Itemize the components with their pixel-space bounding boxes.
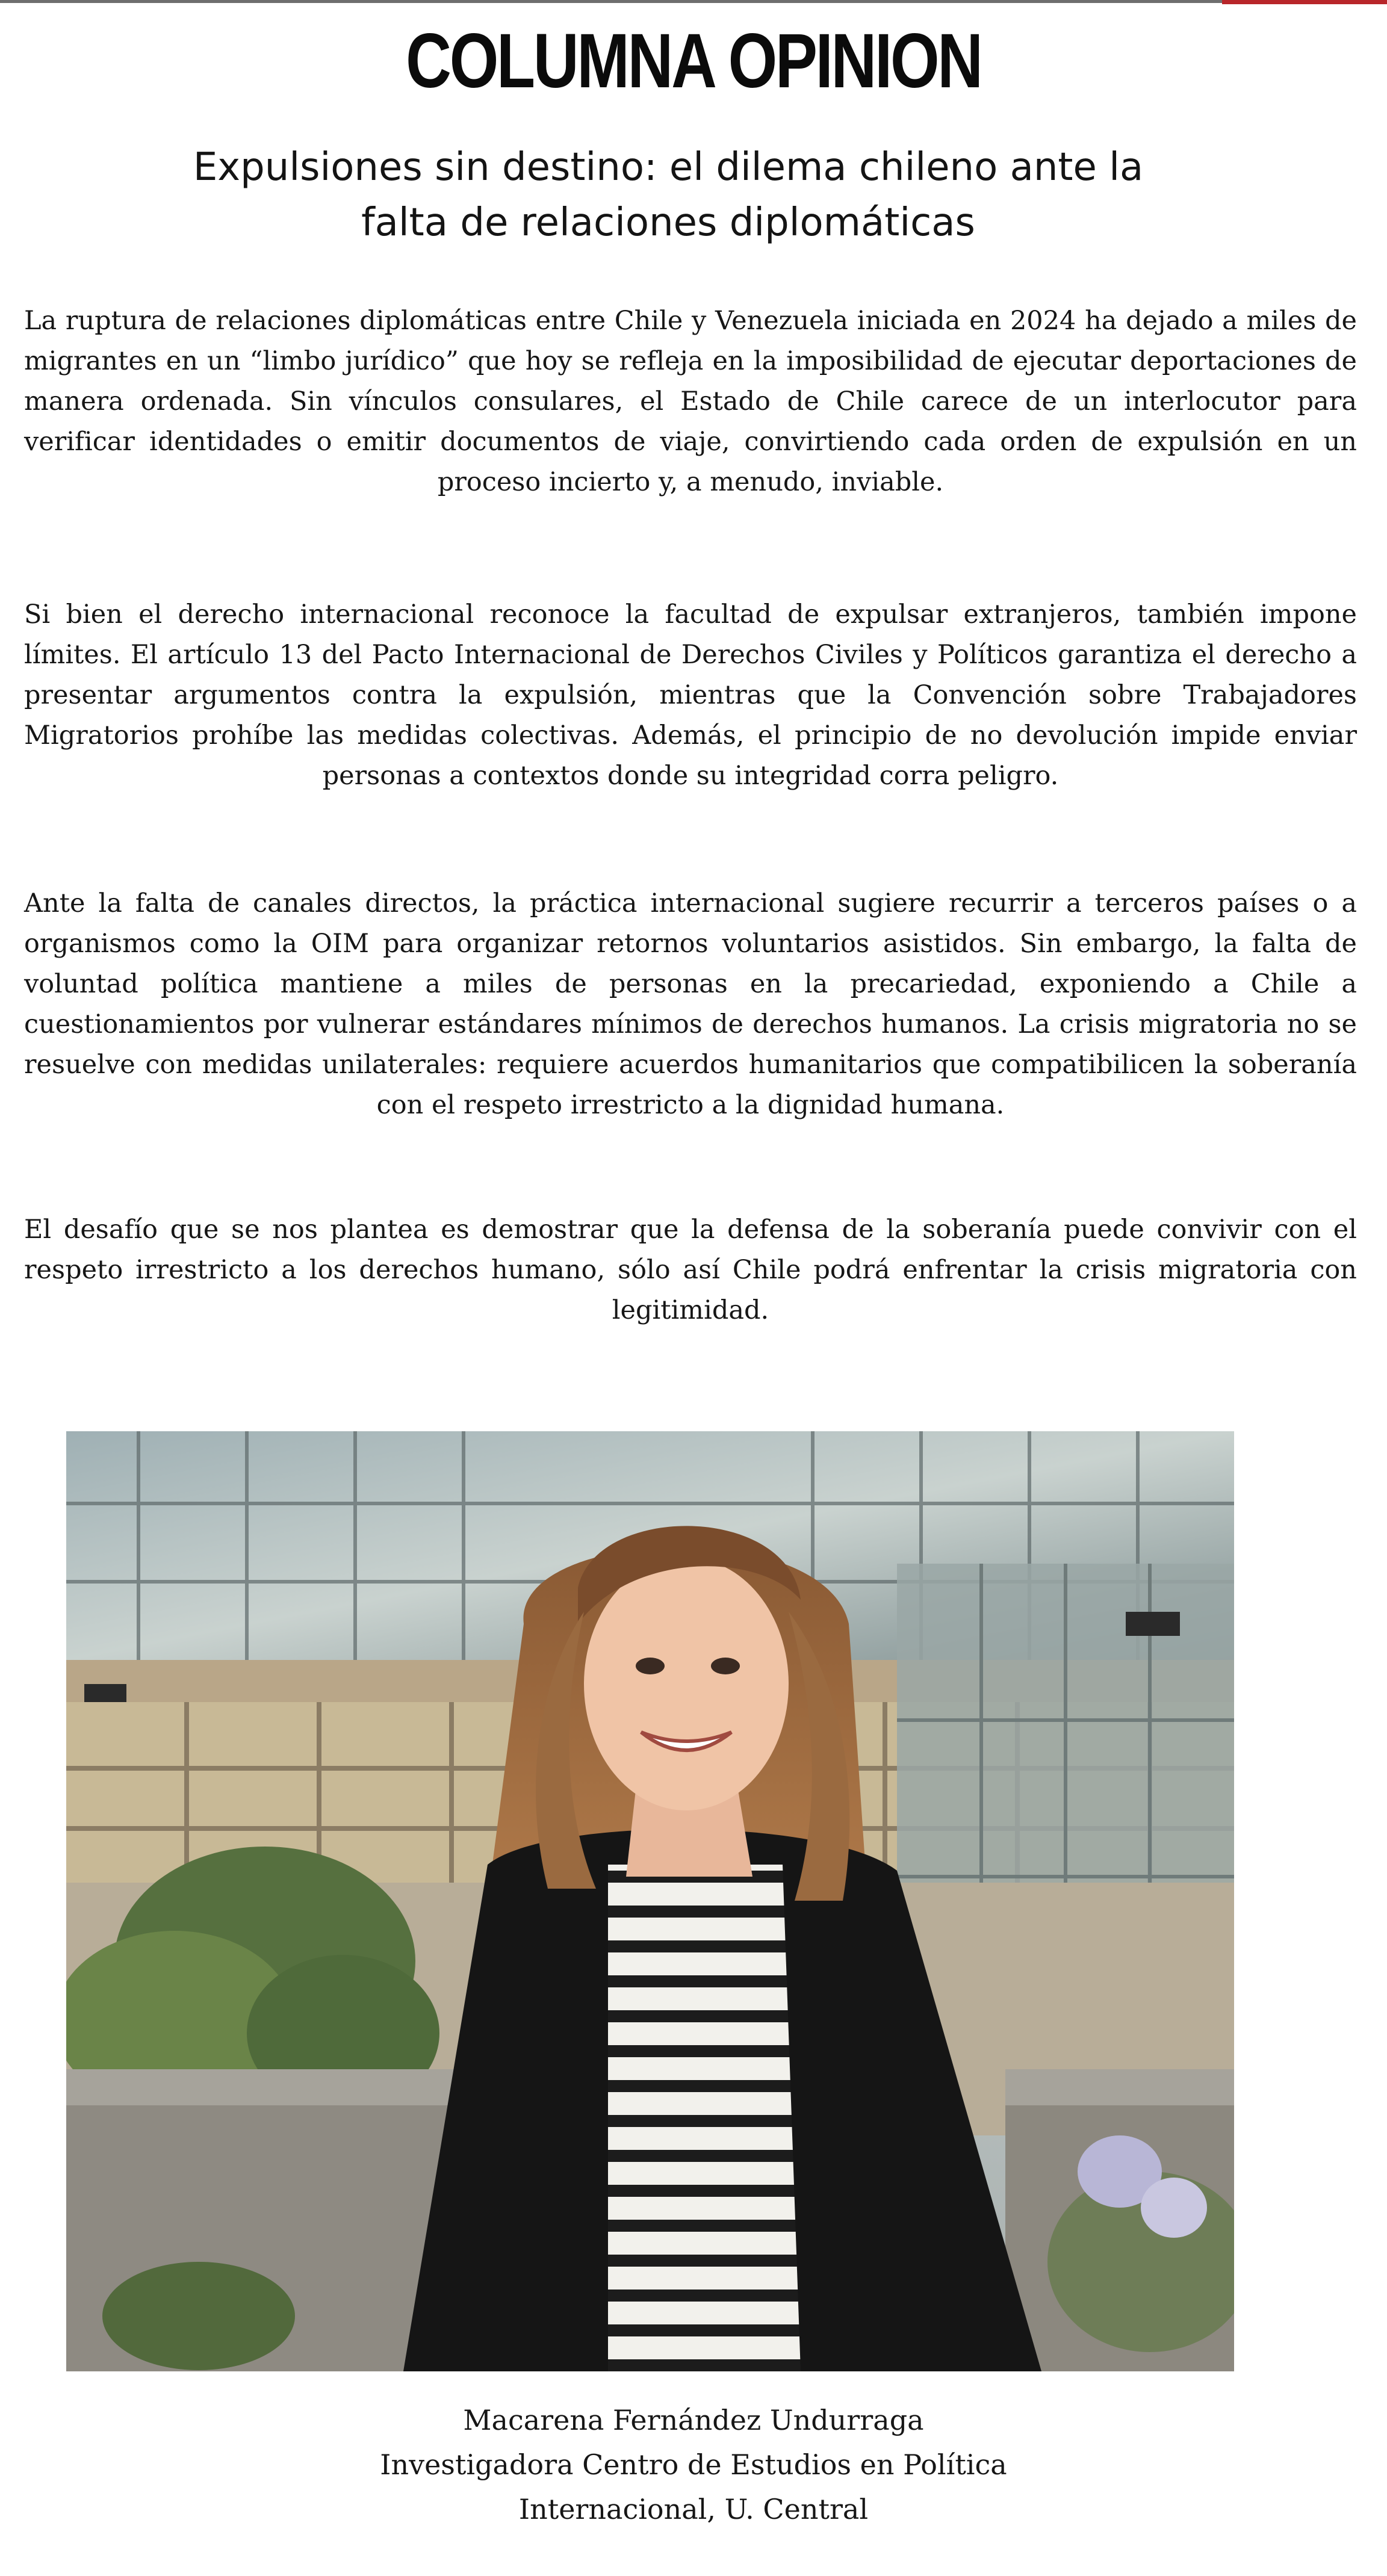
article-paragraph-3: Ante la falta de canales directos, la práctica internacional sugiere recurrir a terceros países o a organismos como la OIM para organizar retornos voluntarios asistidos. Sin embargo, la falta de voluntad política mantiene a miles de personas en la precariedad, exponiendo a Chile a cuestionamientos por vulnerar estándares mínimos de derechos humanos. La crisis migratoria no se resuelve con medidas unilaterales: requiere acuerdos humanitarios que compatibilicen la soberanía con el respeto irrestricto a la dignidad humana. xyxy=(24,888,1357,1120)
author-role-line-1: Investigadora Centro de Estudios en Política xyxy=(380,2448,1007,2481)
top-accent-bar xyxy=(1222,0,1387,4)
author-name: Macarena Fernández Undurraga xyxy=(463,2404,924,2436)
author-photo-illustration xyxy=(66,1431,1234,2371)
article-paragraph-4: El desafío que se nos plantea es demostrar que la defensa de la soberanía puede convivir con el respeto irrestricto a los derechos humano, sólo así Chile podrá enfrentar la crisis migratoria con legitimidad. xyxy=(24,1215,1357,1325)
article-paragraph-2: Si bien el derecho internacional reconoce la facultad de expulsar extranjeros, también impone límites. El artículo 13 del Pacto Internacional de Derechos Civiles y Políticos garantiza el derecho a presentar argumentos contra la expulsión, mientras que la Convención sobre Trabajadores Migratorios prohíbe las medidas colectivas. Además, el principio de no devolución impide enviar personas a contextos donde su integridad corra peligro. xyxy=(24,599,1357,791)
article-paragraph-1: La ruptura de relaciones diplomáticas entre Chile y Venezuela iniciada en 2024 ha dejado a miles de migrantes en un “limbo jurídico” que hoy se refleja en la imposibilidad de ejecutar deportaciones de manera ordenada. Sin vínculos consulares, el Estado de Chile carece de un interlocutor para verificar identidades o emitir documentos de viaje, convirtiendo cada orden de expulsión en un proceso incierto y, a menudo, inviable. xyxy=(24,306,1357,497)
article-title xyxy=(150,140,1186,250)
author-photo xyxy=(66,1431,1234,2371)
article-title-line-1: Expulsiones sin destino: el dilema chileno ante la xyxy=(193,145,1144,190)
author-caption xyxy=(0,2398,1387,2531)
author-role-line-2: Internacional, U. Central xyxy=(518,2493,869,2525)
top-rule xyxy=(0,0,1387,3)
section-label: COLUMNA OPINION xyxy=(406,18,981,104)
article-title-line-2: falta de relaciones diplomáticas xyxy=(361,200,975,245)
